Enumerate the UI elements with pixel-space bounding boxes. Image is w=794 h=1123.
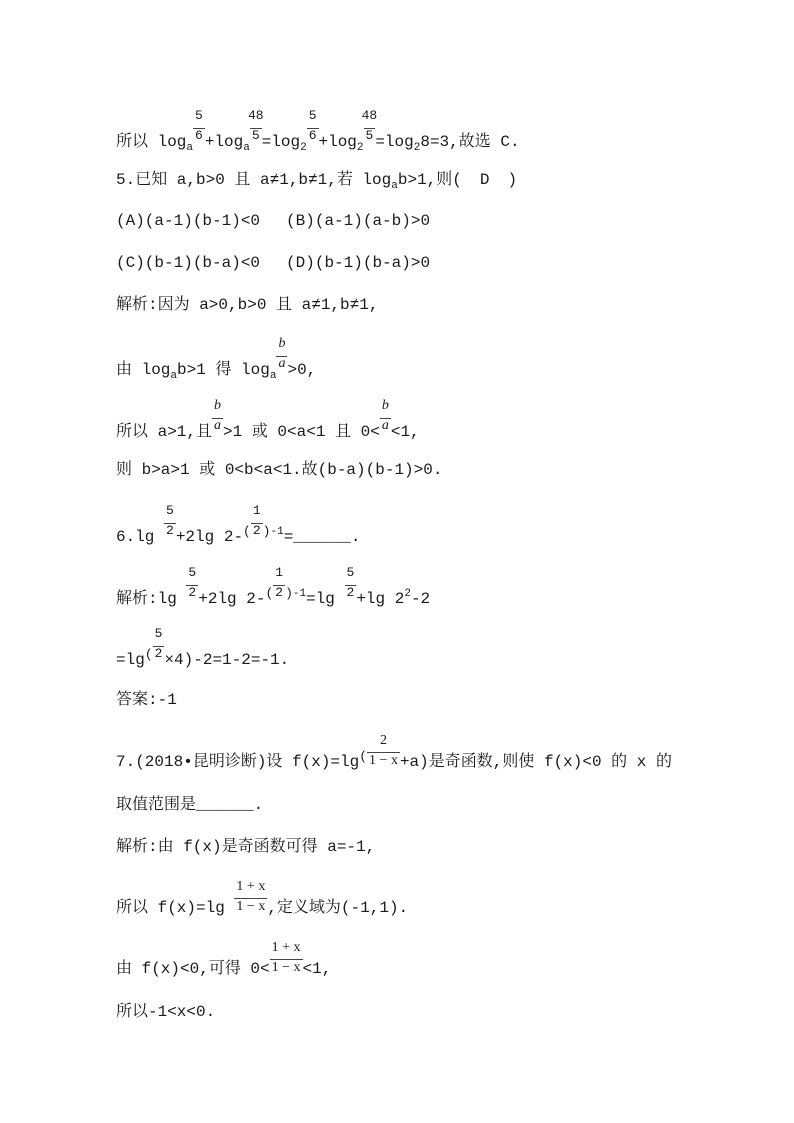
left-parenthesis: ( (243, 524, 251, 539)
fraction-denominator: 1 − x (369, 753, 398, 768)
log-base-subscript: 2 (413, 142, 421, 154)
fraction-denominator: 2 (154, 646, 163, 661)
option-d: (D)(b-1)(b-a)>0 (286, 254, 431, 272)
fraction-numerator: 48 (247, 108, 264, 123)
fraction-numerator: 5 (154, 626, 163, 641)
fraction-denominator: a (278, 356, 286, 371)
question-7-stem (116, 794, 263, 816)
fraction-numerator: 48 (361, 108, 378, 123)
text-run: 由 log (116, 361, 171, 379)
solution-line (116, 626, 290, 669)
fraction (270, 940, 303, 975)
text-run: ×4)-2=1-2=-1. (164, 651, 290, 669)
left-parenthesis: ( (265, 586, 274, 601)
fraction (273, 565, 285, 600)
text-run: =lg (116, 651, 145, 669)
text-run: 所以 log (116, 133, 187, 151)
fraction-denominator: a (381, 418, 389, 433)
right-parenthesis: ) (262, 524, 271, 539)
right-parenthesis: ) (285, 586, 293, 601)
log-base-subscript: a (170, 370, 178, 382)
text-run: >0, (287, 361, 317, 379)
fraction (361, 108, 378, 143)
text-run: -2 (410, 590, 431, 608)
text-run: = (283, 528, 294, 546)
fraction-numerator: 2 (380, 733, 387, 748)
fraction-denominator: 2 (166, 523, 174, 538)
fraction-numerator: 5 (195, 108, 203, 123)
answer-blank: ______ (196, 796, 254, 814)
solution-line (116, 940, 332, 980)
solution-line (116, 565, 431, 608)
text-run: 8=3,故选 C. (420, 133, 520, 151)
solution-line: 解析:由 f(x)是奇函数可得 a=-1, (116, 838, 376, 856)
fraction (212, 398, 223, 433)
fraction-denominator: 2 (346, 585, 355, 600)
text-run: +log (204, 133, 244, 151)
answer-blank: ______ (293, 528, 351, 546)
solution-line: 所以-1<x<0. (116, 1003, 216, 1021)
fraction-denominator: a (214, 418, 222, 433)
log-base-subscript: a (186, 142, 194, 154)
fraction-numerator: b (381, 398, 389, 413)
text-run: +2lg 2- (198, 590, 266, 608)
log-base-subscript: 2 (356, 142, 364, 154)
fraction (307, 108, 319, 143)
question-5-stem (116, 169, 517, 191)
fraction-denominator: 5 (251, 128, 260, 143)
text-run: 由 f(x)<0,可得 0< (116, 960, 270, 978)
question-7-stem (116, 733, 672, 772)
exponent: 2 (404, 588, 411, 600)
fraction-denominator: 2 (188, 585, 197, 600)
log-base-subscript: a (269, 370, 277, 382)
fraction-denominator: 6 (195, 128, 203, 143)
solution-line: 解析:因为 a>0,b>0 且 a≠1,b≠1, (116, 296, 379, 314)
solution-line (116, 336, 317, 382)
text-run: =lg (306, 590, 345, 608)
solution-line (116, 398, 420, 441)
fraction (153, 626, 165, 661)
text-run: <1, (302, 960, 332, 978)
fraction-denominator: 5 (365, 128, 374, 143)
fraction (276, 336, 287, 371)
text-run: +log (318, 133, 357, 151)
fraction-numerator: 5 (166, 503, 174, 518)
text-run: +lg 2 (356, 590, 405, 608)
text-run: <1, (390, 423, 420, 441)
option-row (116, 210, 430, 232)
text-run: 5.已知 a,b>0 且 a≠1,b≠1,若 log (116, 171, 392, 189)
text-run: . (350, 528, 361, 546)
fraction-numerator: 5 (308, 108, 317, 123)
fraction-numerator: 5 (346, 565, 355, 580)
solution-line (116, 879, 409, 919)
fraction-numerator: 1 (252, 503, 261, 518)
fraction (345, 565, 357, 600)
fraction-numerator: b (278, 336, 286, 351)
fraction-numerator: 5 (188, 565, 197, 580)
text-run: +a)是奇函数,则使 f(x)<0 的 x 的 (399, 753, 672, 771)
fraction (234, 879, 267, 914)
solution-line: 则 b>a>1 或 0<b<a<1.故(b-a)(b-1)>0. (116, 461, 443, 479)
text-run: . (253, 796, 264, 814)
text-run: 7.(2018•昆明诊断)设 f(x)=lg (116, 753, 360, 771)
text-run: ,定义域为(-1,1). (267, 899, 409, 917)
log-base-subscript: a (243, 142, 250, 154)
fraction (193, 108, 205, 143)
fraction-denominator: 2 (275, 585, 284, 600)
text-run: 所以 a>1,且 (116, 423, 213, 441)
left-parenthesis: ( (144, 647, 153, 662)
fraction-denominator: 1 − x (236, 899, 266, 914)
fraction (380, 398, 391, 433)
text-run: 解析:lg (116, 590, 187, 608)
fraction-numerator: 1 (275, 565, 284, 580)
option-row (116, 252, 430, 274)
exponent: -1 (292, 588, 307, 600)
exponent: -1 (270, 526, 284, 538)
fraction (164, 503, 176, 538)
text-run: 6.lg (116, 528, 165, 546)
text-run: b>1 得 log (177, 361, 270, 379)
text-run: =log (261, 133, 301, 151)
previous-solution-conclusion (116, 108, 520, 154)
fraction-numerator: b (214, 398, 222, 413)
option-a: (A)(a-1)(b-1)<0 (116, 212, 261, 230)
fraction-denominator: 6 (308, 128, 317, 143)
question-6-stem (116, 503, 361, 546)
fraction-numerator: 1 + x (236, 879, 266, 894)
fraction-denominator: 2 (252, 523, 261, 538)
log-base-subscript: 2 (300, 142, 307, 154)
fraction-numerator: 1 + x (271, 940, 301, 955)
option-b: (B)(a-1)(a-b)>0 (286, 212, 431, 230)
answer-line: 答案:-1 (116, 691, 177, 709)
text-run: >1 或 0<a<1 且 0< (223, 423, 380, 441)
text-run: 所以 f(x)=lg (116, 899, 235, 917)
text-run: ) (507, 171, 518, 189)
left-parenthesis: ( (359, 749, 368, 764)
text-run: +2lg 2- (175, 528, 244, 546)
fraction (367, 733, 400, 768)
answer-choice: D (479, 171, 490, 189)
text-run: b>1,则( (397, 171, 462, 189)
fraction (251, 503, 263, 538)
fraction (247, 108, 264, 143)
fraction (186, 565, 198, 600)
text-run: =log (375, 133, 414, 151)
log-base-subscript: a (391, 180, 398, 192)
option-c: (C)(b-1)(b-a)<0 (116, 254, 261, 272)
text-run: 取值范围是 (116, 796, 197, 814)
fraction-denominator: 1 − x (271, 960, 301, 975)
